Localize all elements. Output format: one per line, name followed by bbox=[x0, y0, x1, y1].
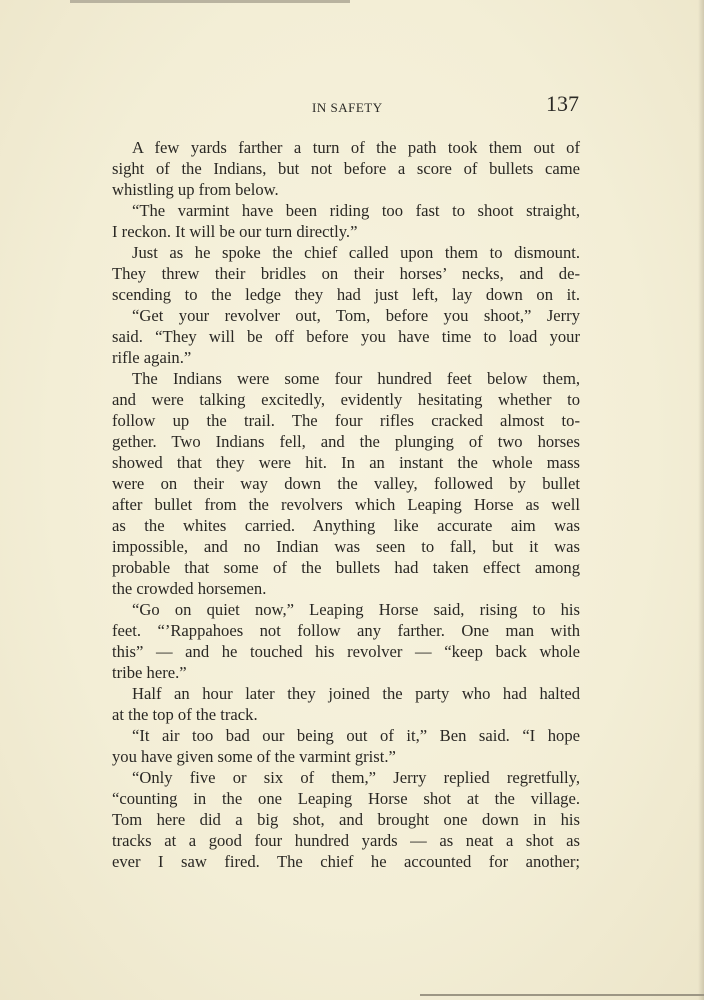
text-line: follow up the trail. The four rifles cracked almost to- bbox=[112, 411, 580, 430]
text-line: “The varmint have been riding too fast to shoot straight, bbox=[132, 201, 580, 220]
text-line: said. “They will be off before you have time to load your bbox=[112, 327, 580, 346]
text-line: They threw their bridles on their horses’ necks, and de- bbox=[112, 264, 580, 283]
text-line: were on their way down the valley, followed by bullet bbox=[112, 474, 580, 493]
text-line: the crowded horsemen. bbox=[112, 579, 267, 598]
text-line: whistling up from below. bbox=[112, 180, 279, 199]
text-line: ever I saw fired. The chief he accounted for another; bbox=[112, 852, 580, 871]
text-line: Half an hour later they joined the party who had halted bbox=[132, 684, 580, 703]
page-edge-shadow bbox=[698, 0, 704, 1000]
text-line: “It air too bad our being out of it,” Ben said. “I hope bbox=[132, 726, 580, 745]
text-line: tracks at a good four hundred yards — as neat a shot as bbox=[112, 831, 580, 850]
text-line: feet. “’Rappahoes not follow any farther. One man with bbox=[112, 621, 580, 640]
top-edge-rule bbox=[70, 0, 350, 3]
text-line: “counting in the one Leaping Horse shot at the village. bbox=[112, 789, 580, 808]
text-line: A few yards farther a turn of the path took them out of bbox=[132, 138, 580, 157]
bottom-edge-rule bbox=[420, 994, 704, 996]
text-line: The Indians were some four hundred feet below them, bbox=[132, 369, 580, 388]
text-line: Just as he spoke the chief called upon them to dismount. bbox=[132, 243, 580, 262]
text-line: probable that some of the bullets had taken effect among bbox=[112, 558, 580, 577]
text-line: after bullet from the revolvers which Leaping Horse as well bbox=[112, 495, 580, 514]
text-line: impossible, and no Indian was seen to fall, but it was bbox=[112, 537, 580, 556]
text-line: you have given some of the varmint grist.” bbox=[112, 747, 396, 766]
text-line: “Only five or six of them,” Jerry replied regretfully, bbox=[132, 768, 580, 787]
text-line: I reckon. It will be our turn directly.” bbox=[112, 222, 358, 241]
text-line: Tom here did a big shot, and brought one down in his bbox=[112, 810, 580, 829]
page-number: 137 bbox=[546, 91, 579, 116]
text-line: scending to the ledge they had just left, lay down on it. bbox=[112, 285, 580, 304]
text-line: this” — and he touched his revolver — “keep back whole bbox=[112, 642, 580, 661]
text-line: sight of the Indians, but not before a score of bullets came bbox=[112, 159, 580, 178]
body-text bbox=[112, 137, 580, 872]
running-head: IN SAFETY bbox=[312, 100, 383, 115]
text-line: “Go on quiet now,” Leaping Horse said, rising to his bbox=[132, 600, 580, 619]
text-line: “Get your revolver out, Tom, before you shoot,” Jerry bbox=[132, 306, 580, 325]
text-line: and were talking excitedly, evidently hesitating whether to bbox=[112, 390, 580, 409]
text-line: rifle again.” bbox=[112, 348, 192, 367]
text-line: showed that they were hit. In an instant the whole mass bbox=[112, 453, 580, 472]
text-line: gether. Two Indians fell, and the plunging of two horses bbox=[112, 432, 580, 451]
text-line: at the top of the track. bbox=[112, 705, 258, 724]
text-line: tribe here.” bbox=[112, 663, 187, 682]
text-line: as the whites carried. Anything like accurate aim was bbox=[112, 516, 580, 535]
